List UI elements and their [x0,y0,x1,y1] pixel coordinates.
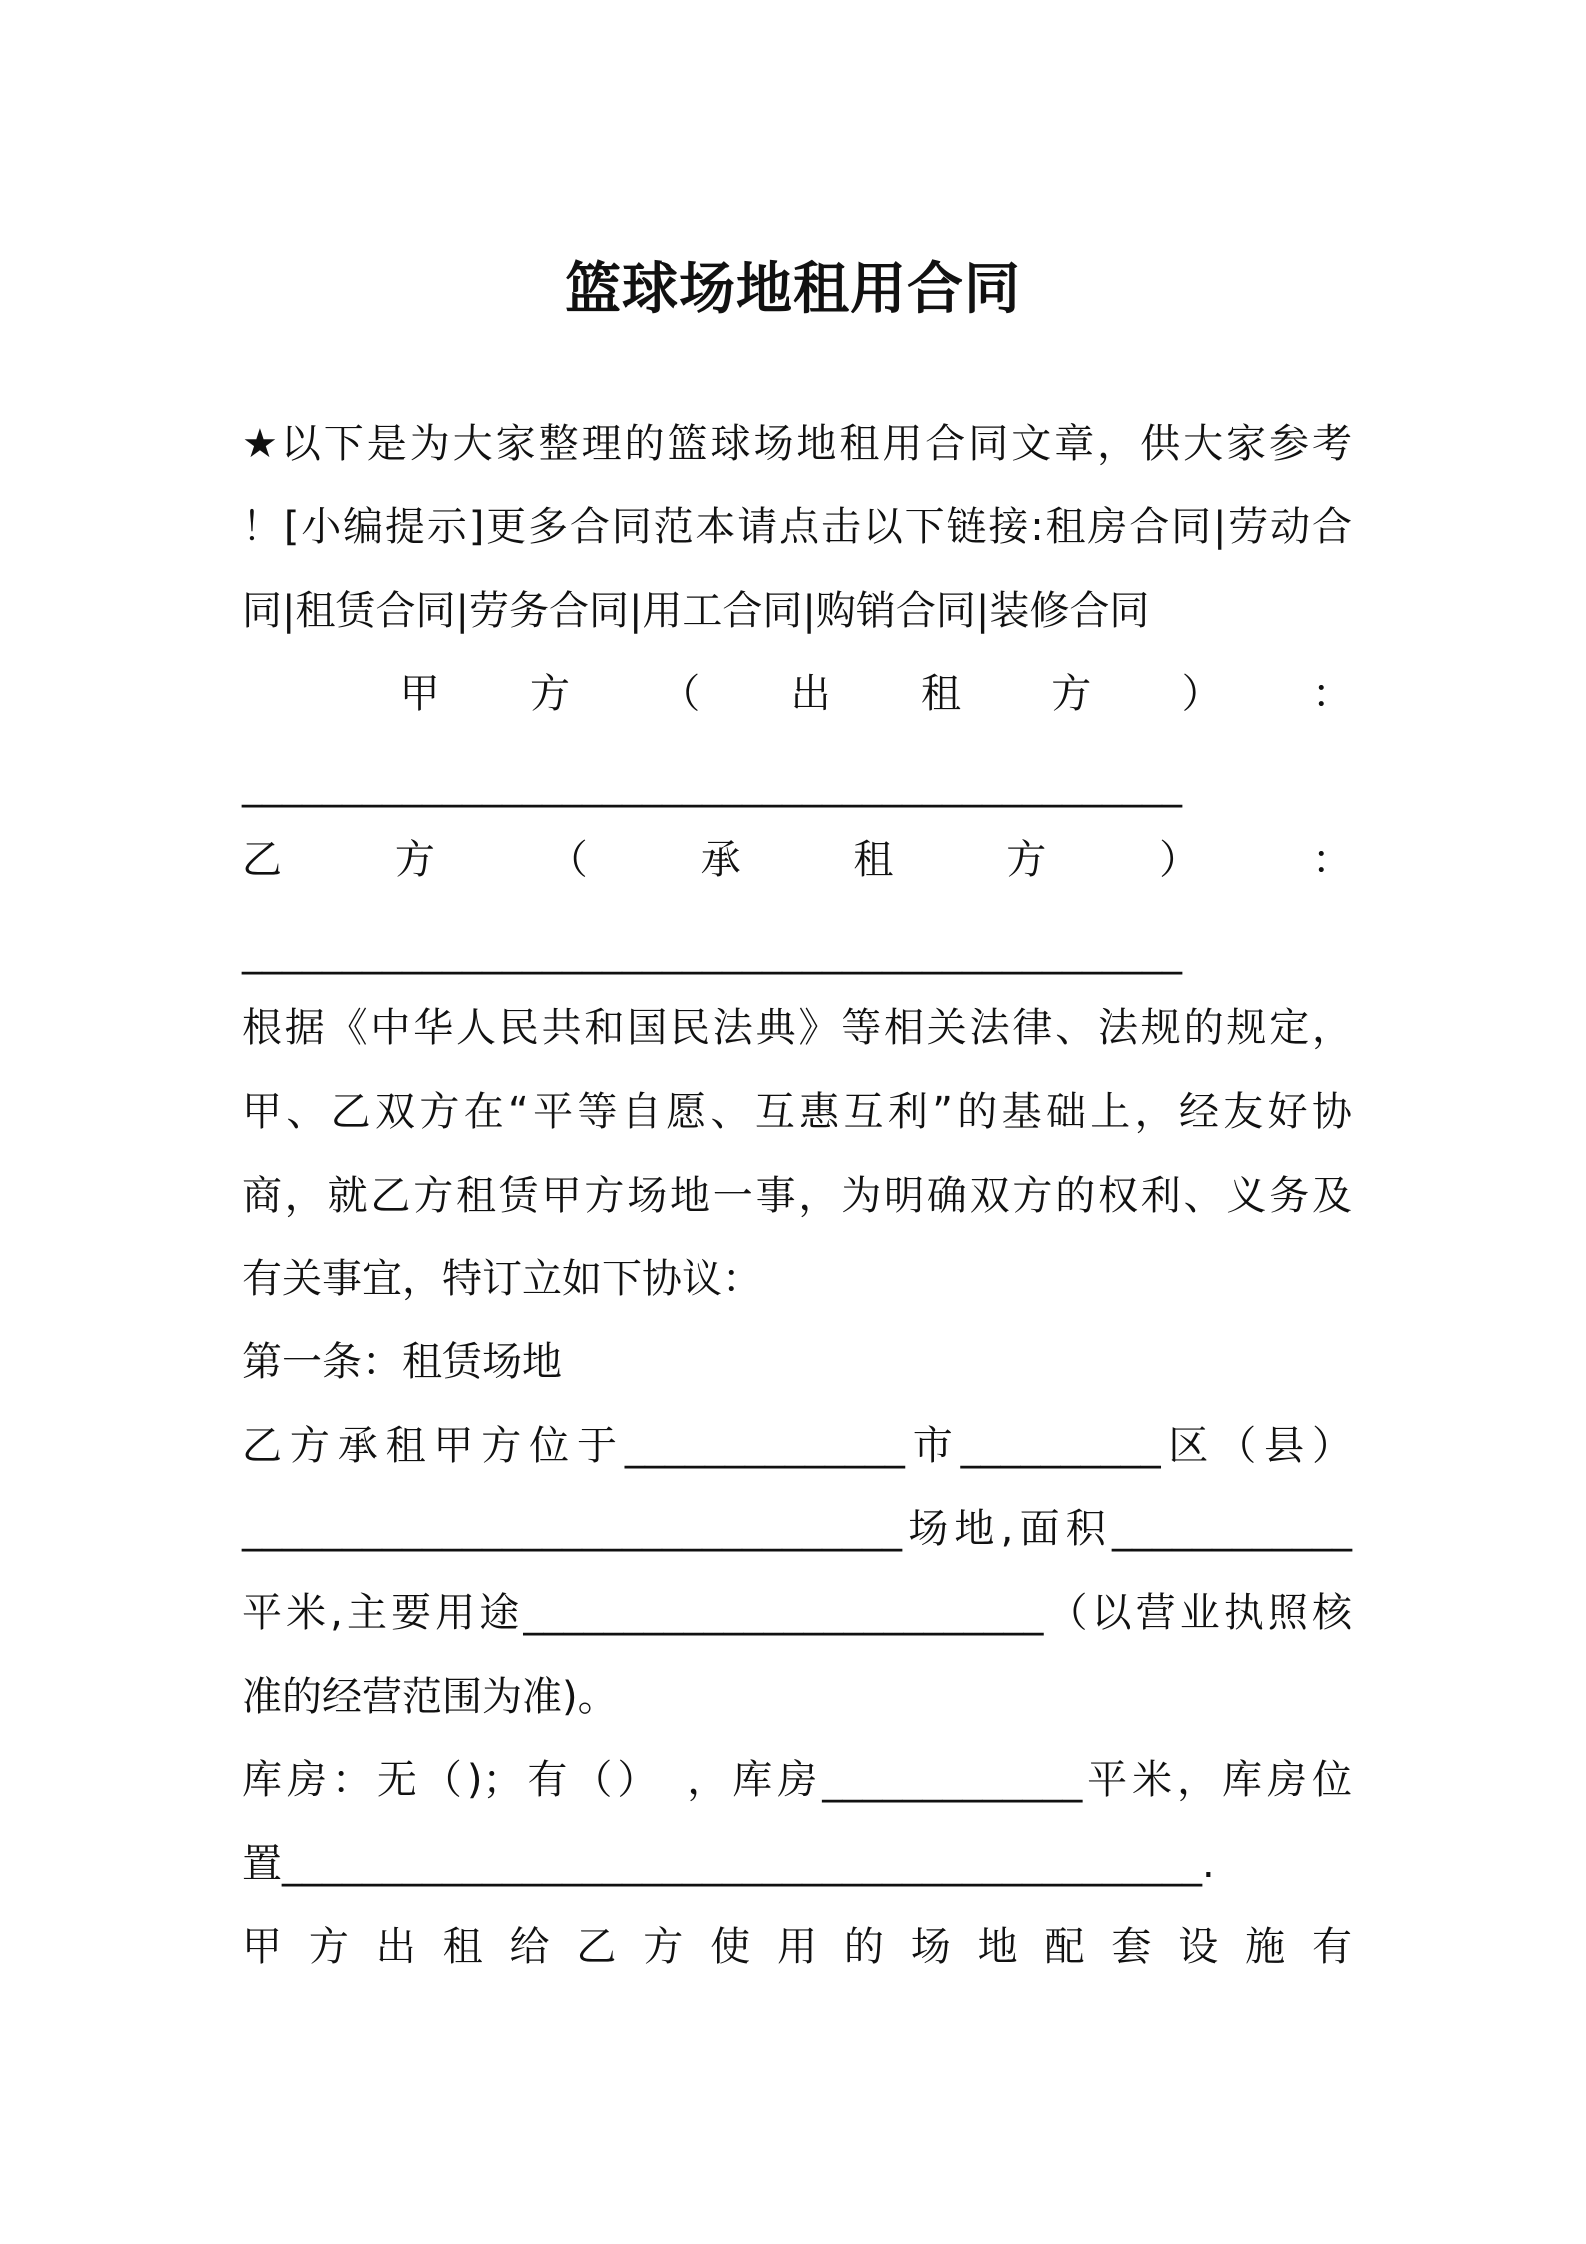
intro-line-1: ★以下是为大家整理的篮球场地租用合同文章，供大家参考 [242,421,1352,467]
intro-line-3: 同|租赁合同|劳务合同|用工合同|购销合同|装修合同 [242,588,1150,634]
article-1-heading: 第一条：租赁场地 [242,1339,562,1385]
storage-line-2: 置______________________________________________. [242,1841,1215,1887]
preamble-line-4: 有关事宜，特订立如下协议： [242,1256,762,1302]
storage-line-1: 库房：无（)；有（） ，库房_____________平米，库房位 [242,1757,1352,1803]
party-b-blank: _______________________________________________ [242,929,1182,975]
preamble-line-2: 甲、乙双方在“平等自愿、互惠互利”的基础上，经友好协 [242,1089,1352,1135]
party-b-label: 乙 方 （ 承 租 方 ） ： [242,837,1352,883]
facilities-line: 甲方出租给乙方使用的场地配套设施有 [242,1924,1352,1970]
article-1-line-1: 乙方承租甲方位于______________市__________区（县） [242,1423,1352,1469]
party-a-blank: _______________________________________________ [242,762,1182,808]
intro-line-2: ！[小编提示]更多合同范本请点击以下链接:租房合同|劳动合 [242,504,1352,550]
preamble-line-1: 根据《中华人民共和国民法典》等相关法律、法规的规定， [242,1005,1352,1051]
document-title: 篮球场地租用合同 [565,257,1021,322]
article-1-line-4: 准的经营范围为准)。 [242,1674,618,1720]
preamble-line-3: 商，就乙方租赁甲方场地一事，为明确双方的权利、义务及 [242,1173,1352,1219]
article-1-line-2: _________________________________场地,面积____________ [242,1506,1352,1552]
article-1-line-3: 平米,主要用途__________________________（以营业执照核 [242,1590,1352,1636]
party-a-label: 甲 方 （ 出 租 方 ） ： [242,671,1352,717]
